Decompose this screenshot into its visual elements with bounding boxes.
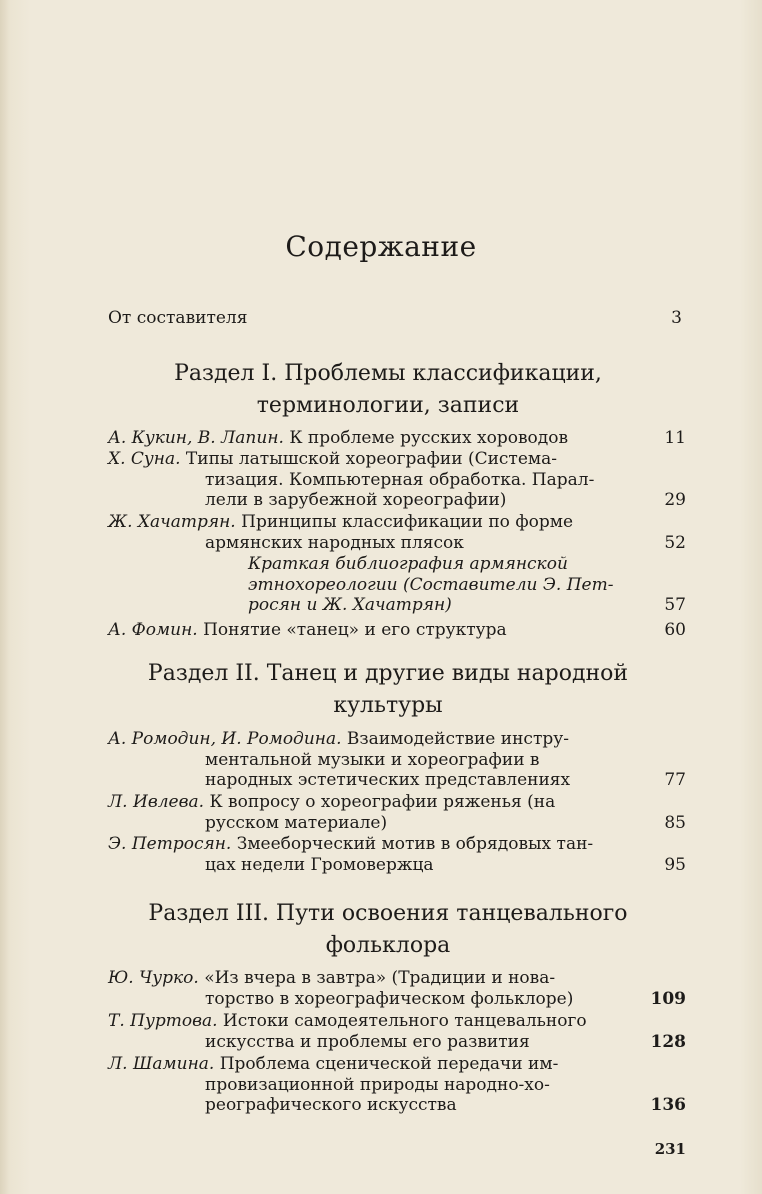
entry-title: «Из вчера в завтра» (Традиции и нова-	[204, 968, 556, 988]
entry-title: Проблема сценической передачи им-	[219, 1054, 559, 1074]
toc-entry: Э. Петросян. Змееборческий мотив в обрядовых тан- цах недели Громовержца 95	[108, 834, 686, 875]
toc-entry	[108, 620, 686, 641]
entry-page-number: 95	[664, 854, 686, 875]
entry-title: Типы латышской хореографии (Система-	[185, 449, 557, 469]
entry-author: Т. Пуртова.	[108, 1011, 218, 1031]
entry-title: Принципы классификации по форме	[241, 512, 574, 532]
entry-author: А. Кукин, В. Лапин.	[108, 428, 284, 448]
toc-entry: Ж. Хачатрян. Принципы классификации по форме армянских народных плясок 52	[108, 512, 686, 553]
entry-author: Л. Ивлева.	[108, 792, 205, 812]
entry-page-number: 109	[650, 988, 686, 1009]
page-folio: 231	[654, 1140, 686, 1158]
entry-page-number: 128	[650, 1031, 686, 1052]
toc-entry: Л. Ивлева. К вопросу о хореографии ряженья (на русском материале) 85	[108, 792, 686, 833]
entry-title: Истоки самодеятельного танцевального	[222, 1011, 587, 1031]
entry-page-number: 60	[664, 620, 686, 640]
entry-page-number: 29	[664, 490, 686, 510]
intro-page-number: 3	[671, 308, 682, 328]
section-1-heading: Раздел I. Проблемы классификации, терминологии, записи	[174, 361, 602, 418]
toc-entry: Т. Пуртова. Истоки самодеятельного танцевального искусства и проблемы его развития 128	[108, 1011, 686, 1052]
section-2-heading: Раздел II. Танец и другие виды народной культуры	[147, 661, 629, 718]
toc-sub-entry: Краткая библиография армянской этнохореологии (Составители Э. Пет- росян и Ж. Хачатрян) 57	[248, 554, 686, 615]
entry-page-number: 57	[664, 595, 686, 615]
toc-entry: Х. Суна. Типы латышской хореографии (Система- тизация. Компьютерная обработка. Парал- лели в зарубежной хореографии) 29	[108, 449, 686, 510]
entry-title: Взаимодействие инстру-	[346, 729, 569, 749]
entry-author: А. Фомин.	[108, 620, 198, 640]
toc-entry: Ю. Чурко. «Из вчера в завтра» (Традиции и нова- торство в хореографическом фольклоре) 109	[108, 968, 686, 1009]
entry-author: Х. Суна.	[108, 449, 181, 469]
toc-intro-entry	[108, 308, 682, 328]
section-3-heading: Раздел III. Пути освоения танцевального фольклора	[148, 901, 628, 958]
page-title: Содержание	[285, 230, 477, 263]
entry-author: Ю. Чурко.	[108, 968, 199, 988]
entry-title: Понятие «танец» и его структура	[203, 620, 507, 640]
toc-entry	[108, 428, 686, 449]
toc-entry: Л. Шамина. Проблема сценической передачи им- провизационной природы народно-хо- реографического искусства 136	[108, 1054, 686, 1115]
entry-page-number: 11	[664, 428, 686, 448]
entry-author: А. Ромодин, И. Ромодина.	[108, 729, 342, 749]
entry-author: Л. Шамина.	[108, 1054, 215, 1074]
entry-page-number: 85	[664, 812, 686, 833]
toc-entry: А. Ромодин, И. Ромодина. Взаимодействие инстру- ментальной музыки и хореографии в народных эстетических представлениях 77	[108, 729, 686, 790]
entry-title: К вопросу о хореографии ряженья (на	[209, 792, 556, 812]
entry-page-number: 77	[664, 770, 686, 790]
entry-title: Змееборческий мотив в обрядовых тан-	[236, 834, 594, 854]
entry-author: Ж. Хачатрян.	[108, 512, 236, 532]
entry-page-number: 136	[650, 1095, 686, 1115]
intro-label: От составителя	[108, 308, 248, 328]
entry-page-number: 52	[664, 532, 686, 553]
entry-author: Э. Петросян.	[108, 834, 232, 854]
entry-title: К проблеме русских хороводов	[289, 428, 569, 448]
